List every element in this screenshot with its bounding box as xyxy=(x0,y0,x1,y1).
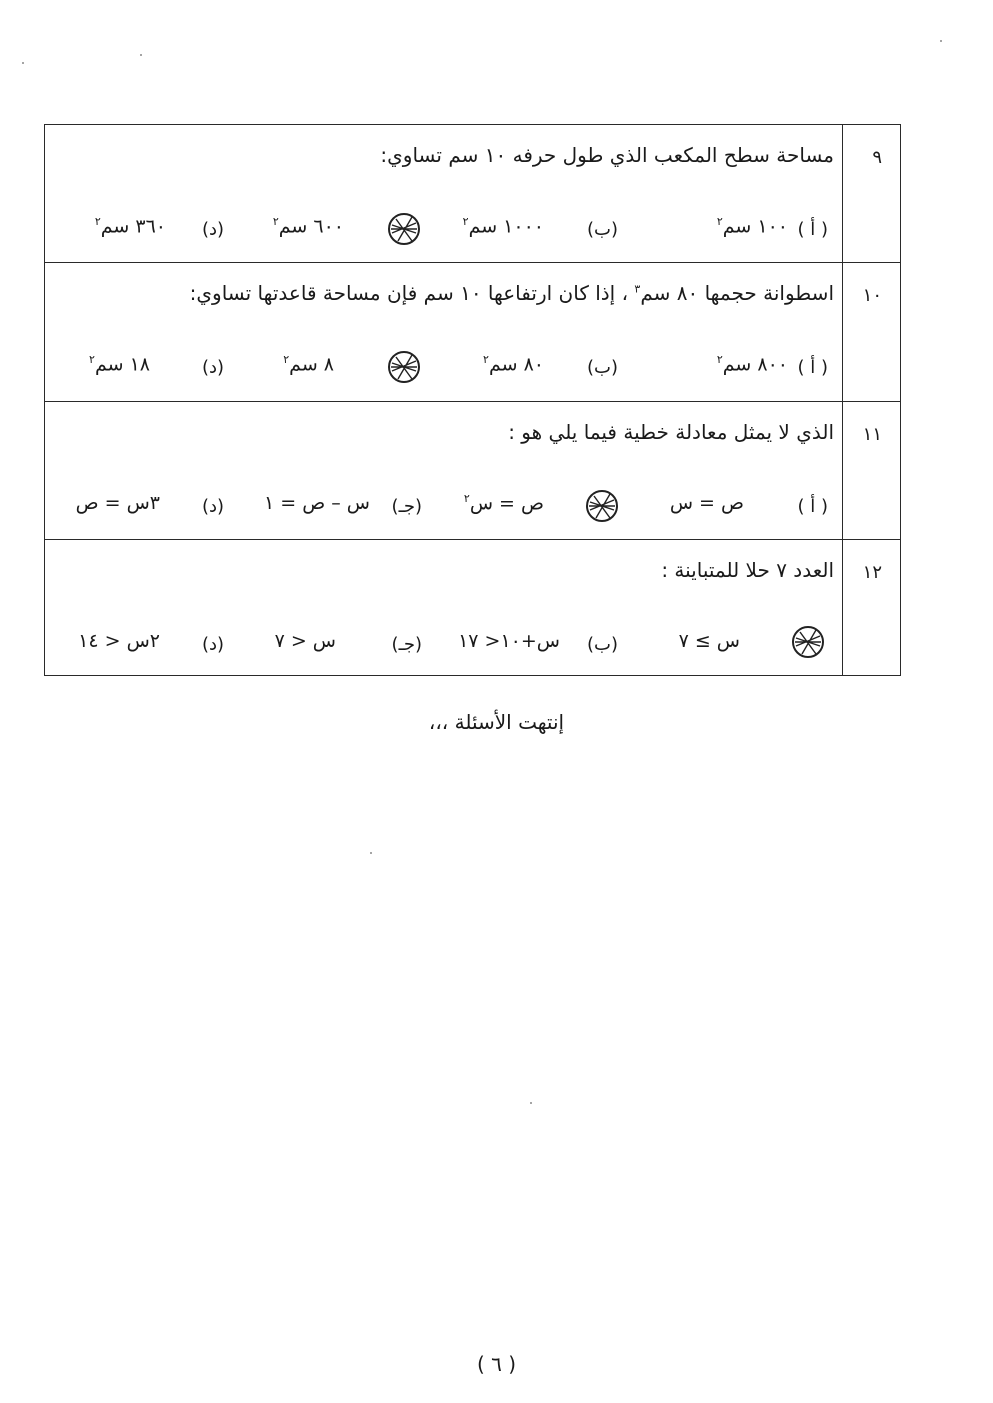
scribble-circle-icon xyxy=(790,624,826,660)
question-text: الذي لا يمثل معادلة خطية فيما يلي هو : xyxy=(508,420,834,444)
question-row-10 xyxy=(45,263,900,402)
option-value-b[interactable]: ٨٠ سم$^٢$ xyxy=(483,353,544,376)
option-value-c[interactable]: ٦٠٠ سم$^٢$ xyxy=(272,215,344,238)
option-value-a[interactable]: ص = س xyxy=(669,492,744,514)
option-value-b[interactable]: س+١٠< ١٧ xyxy=(458,630,560,652)
option-value-c[interactable]: س – ص = ١ xyxy=(264,492,370,514)
option-value-c[interactable]: س < ٧ xyxy=(274,630,336,652)
scribble-circle-icon xyxy=(584,488,620,524)
number-cell xyxy=(842,263,900,401)
option-value-d[interactable]: ٣٦٠ سم$^٢$ xyxy=(94,215,166,238)
answer-mark-scribble[interactable] xyxy=(584,488,620,524)
option-value-d[interactable]: ٢س < ١٤ xyxy=(78,630,160,652)
number-cell xyxy=(842,540,900,675)
option-label-a[interactable]: ( أ ) xyxy=(797,496,828,517)
question-number: ١٢ xyxy=(862,562,882,583)
scan-speck xyxy=(940,40,942,42)
option-value-a[interactable]: س ≥ ٧ xyxy=(678,630,740,652)
option-value-a[interactable]: ٨٠٠ سم$^٢$ xyxy=(716,353,788,376)
scan-speck xyxy=(22,62,24,64)
number-cell xyxy=(842,402,900,539)
question-number: ١٠ xyxy=(862,285,882,306)
option-label-d[interactable]: (د) xyxy=(201,357,224,378)
answer-mark-scribble[interactable] xyxy=(790,624,826,660)
scribble-circle-icon xyxy=(386,211,422,247)
scribble-circle-icon xyxy=(386,349,422,385)
question-row-9 xyxy=(45,125,900,263)
question-text: مساحة سطح المكعب الذي طول حرفه ١٠ سم تساوي: xyxy=(380,143,834,167)
page-number: ( ٦ ) xyxy=(476,1352,517,1376)
option-label-b[interactable]: (ب) xyxy=(587,357,618,378)
option-label-a[interactable]: ( أ ) xyxy=(797,219,828,240)
end-of-questions-text: إنتهت الأسئلة ،،، xyxy=(428,710,565,734)
option-value-b[interactable]: ١٠٠٠ سم$^٢$ xyxy=(462,215,544,238)
option-value-c[interactable]: ٨ سم$^٢$ xyxy=(283,353,334,376)
option-label-d[interactable]: (د) xyxy=(201,496,224,517)
question-number: ١١ xyxy=(862,424,882,445)
question-text: العدد ٧ حلا للمتباينة : xyxy=(661,558,834,582)
scan-speck xyxy=(140,54,142,56)
answer-mark-scribble[interactable] xyxy=(386,211,422,247)
option-label-d[interactable]: (د) xyxy=(201,219,224,240)
question-text: اسطوانة حجمها ٨٠ سم$^٣$ ، إذا كان ارتفاعها ١٠ سم فإن مساحة قاعدتها تساوي: xyxy=(189,281,834,305)
number-cell xyxy=(842,125,900,262)
option-label-b[interactable]: (ب) xyxy=(587,219,618,240)
question-number: ٩ xyxy=(872,147,882,168)
question-row-12 xyxy=(45,540,900,675)
option-label-d[interactable]: (د) xyxy=(201,634,224,655)
option-value-d[interactable]: ٣س = ص xyxy=(75,492,160,514)
scan-speck xyxy=(530,1102,532,1104)
option-value-b[interactable]: ص = س$^٢$ xyxy=(463,492,544,515)
option-value-a[interactable]: ١٠٠ سم$^٢$ xyxy=(716,215,788,238)
scan-speck xyxy=(370,852,372,854)
option-label-a[interactable]: ( أ ) xyxy=(797,357,828,378)
answer-mark-scribble[interactable] xyxy=(386,349,422,385)
option-label-b[interactable]: (ب) xyxy=(587,634,618,655)
option-label-c[interactable]: (جـ) xyxy=(391,634,422,655)
option-label-c[interactable]: (جـ) xyxy=(391,496,422,517)
questions-table xyxy=(44,124,901,676)
option-value-d[interactable]: ١٨ سم$^٢$ xyxy=(89,353,150,376)
question-row-11 xyxy=(45,402,900,540)
